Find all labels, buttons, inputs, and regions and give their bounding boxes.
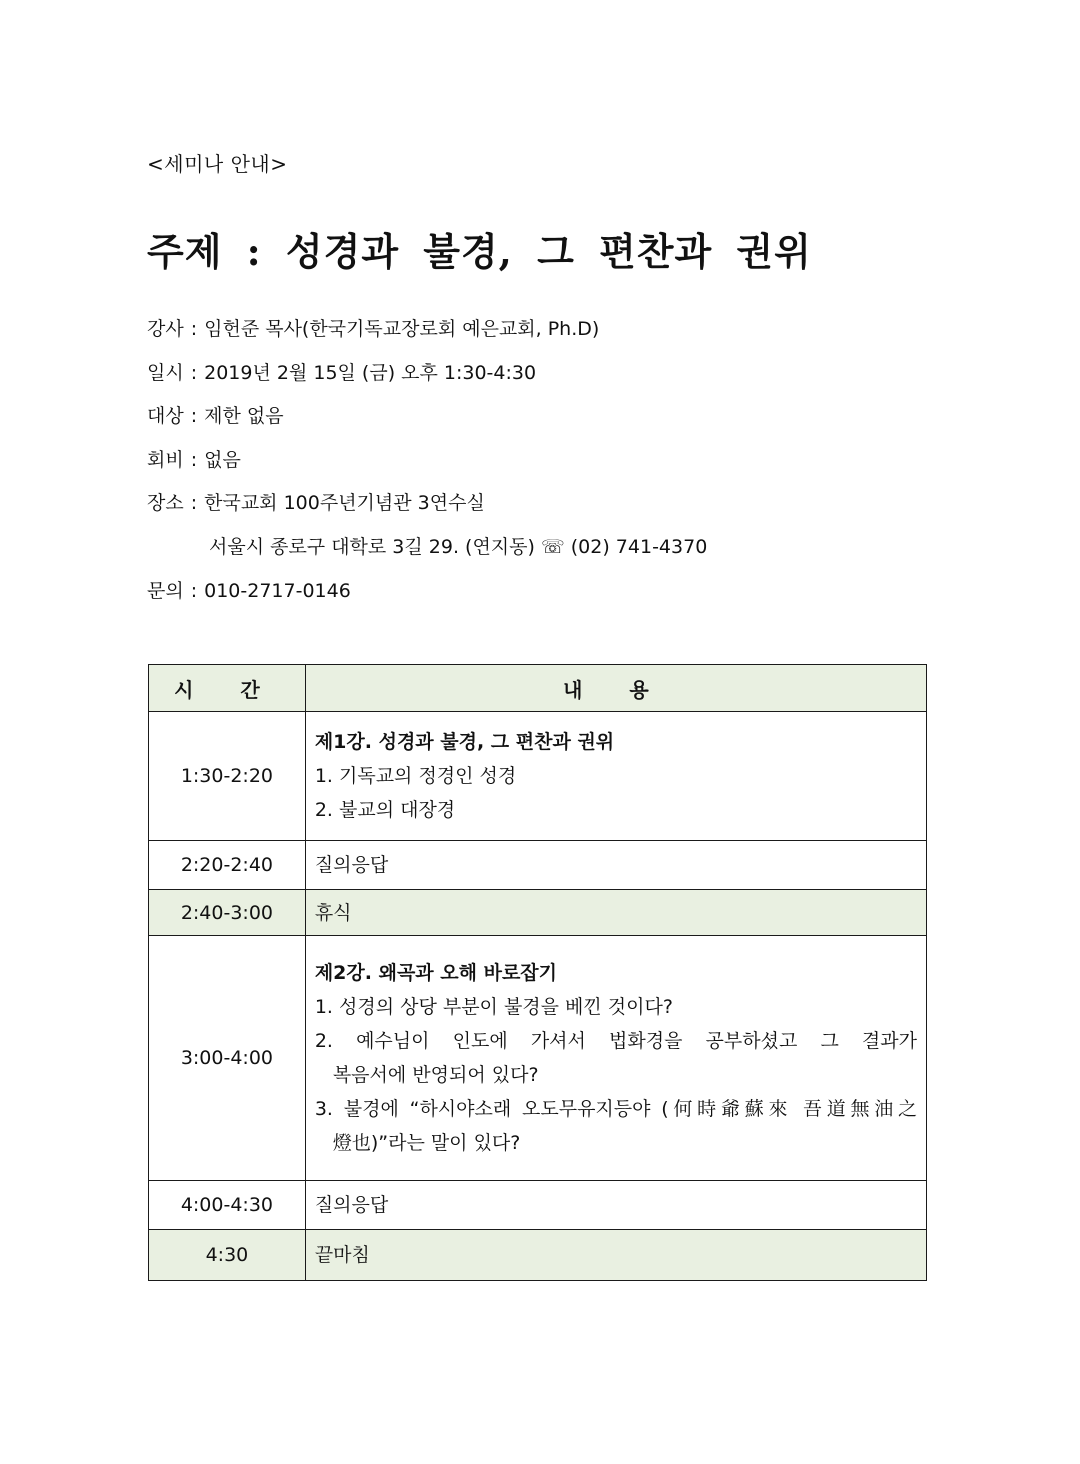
lecture-item: 1. 기독교의 정경인 성경 [314,765,517,787]
venue-value: 한국교회 100주년기념관 3연수실 [204,492,485,515]
time-column-header: 시 간 [149,665,306,712]
fee-value: 없음 [204,448,241,471]
datetime-key: 일시 [147,361,184,384]
separator: : [190,318,198,340]
audience-value: 제한 없음 [204,405,284,428]
content-cell [305,712,926,841]
content-cell [305,936,926,1181]
contact-line [147,574,947,618]
time-cell: 1:30-2:20 [149,712,306,841]
seminar-title: 주제 : 성경과 불경, 그 편찬과 권위 [147,229,812,274]
content-cell: 끝마침 [305,1230,926,1281]
time-cell: 4:00-4:30 [149,1181,306,1230]
separator: : [190,405,198,428]
seminar-info [147,312,947,617]
datetime-value: 2019년 2월 15일 (금) 오후 1:30-4:30 [204,361,537,384]
speaker-value: 임헌준 목사(한국기독교장로회 예은교회, Ph.D) [204,318,600,340]
time-cell: 4:30 [149,1230,306,1281]
table-row [149,936,927,1181]
time-cell: 2:40-3:00 [149,890,306,936]
speaker-line [147,312,947,356]
contact-key: 문의 [147,579,184,602]
audience-key: 대상 [147,405,184,428]
address-value: 서울시 종로구 대학로 3길 29. (연지동) ☏ (02) 741-4370 [209,535,708,558]
table-row [149,1181,927,1230]
content-column-header: 내 용 [305,665,926,712]
audience-line [147,399,947,443]
time-cell: 2:20-2:40 [149,841,306,890]
fee-key: 회비 [147,448,184,471]
table-header-row [149,665,927,712]
table-row [149,890,927,936]
content-cell: 휴식 [305,890,926,936]
speaker-key: 강사 [147,318,184,340]
lecture-item: 1. 성경의 상당 부분이 불경을 베낀 것이다? [314,996,673,1018]
datetime-line [147,356,947,400]
lecture-item: 3. 불경에 “하시야소래 오도무유지등야 (何時爺蘇來 吾道無油之 [314,1098,917,1120]
time-cell: 3:00-4:00 [149,936,306,1181]
table-row [149,712,927,841]
lecture-item-continuation: 燈也)”라는 말이 있다? [332,1132,521,1154]
contact-value: 010-2717-0146 [204,579,351,602]
separator: : [190,492,198,515]
content-cell: 질의응답 [305,1181,926,1230]
venue-key: 장소 [147,492,184,515]
venue-line [147,486,947,530]
separator: : [190,448,198,471]
schedule-table [148,664,927,1281]
fee-line [147,443,947,487]
table-row [149,1230,927,1281]
lecture-item: 2. 불교의 대장경 [314,799,456,821]
content-cell: 질의응답 [305,841,926,890]
table-row [149,841,927,890]
separator: : [190,361,198,384]
lecture-title: 제1강. 성경과 불경, 그 편찬과 권위 [314,731,615,753]
address-line [147,530,947,574]
lecture-item-continuation: 복음서에 반영되어 있다? [332,1064,539,1086]
separator: : [190,579,198,602]
lecture-item: 2. 예수님이 인도에 가셔서 법화경을 공부하셨고 그 결과가 [314,1030,917,1052]
document-label: <세미나 안내> [147,152,288,176]
lecture-title: 제2강. 왜곡과 오해 바로잡기 [314,962,558,984]
